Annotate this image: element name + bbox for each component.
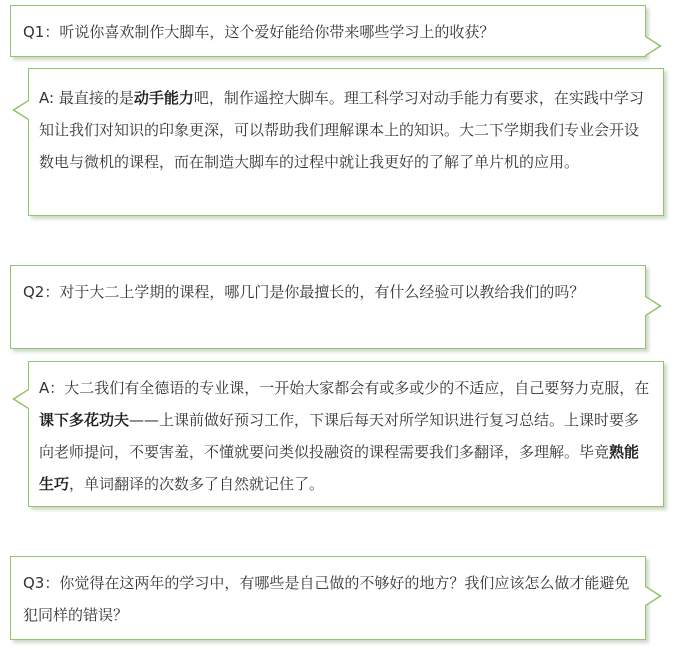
question-2-text: Q2：对于大二上学期的课程，哪几门是你最擅长的，有什么经验可以教给我们的吗？ [23,283,585,301]
question-1-tail-inner [645,37,659,55]
answer-2-bold-2: 熟能生巧 [39,443,640,493]
answer-2-bold-1: 课下多花功夫 [39,411,130,429]
answer-1-text [39,82,653,178]
question-2-tail-inner [645,297,659,315]
answer-2-part-3: ，单词翻译的次数多了自然就记住了。 [69,475,325,493]
question-1-text: Q1：听说你喜欢制作大脚车，这个爱好能给你带来哪些学习上的收获？ [23,23,495,41]
question-3-bubble [10,556,646,640]
question-1-bubble [10,5,646,57]
answer-2-tail-inner [15,390,29,408]
question-3-tail-inner [645,587,659,605]
answer-1-bold: 动手能力 [133,89,194,107]
question-3-text: Q3：你觉得在这两年的学习中，有哪些是自己做的不够好的地方？我们应该怎么做才能避免犯同样的错误？ [23,574,630,624]
question-2-bubble [10,265,646,349]
answer-1-tail-inner [15,101,29,119]
answer-1-part-1: A: 最直接的是 [39,89,134,107]
answer-1-part-2: 吧，制作遥控大脚车。理工科学习对动手能力有要求，在实践中学习知让我们对知识的印象更深，可以帮助我们理解课本上的知识。大二下学期我们专业会开设数电与微机的课程，而在制造大脚车的过程中就让我更好的了解了单片机的应用。 [39,89,644,171]
answer-2-text [39,372,653,500]
answer-2-part-1: A：大二我们有全德语的专业课，一开始大家都会有或多或少的不适应，自己要努力克服，在 [39,379,650,397]
answer-1-bubble [28,68,664,216]
answer-2-bubble [28,361,664,507]
answer-2-part-2: ——上课前做好预习工作，下课后每天对所学知识进行复习总结。上课时要多向老师提问，不要害羞，不懂就要问类似投融资的课程需要我们多翻译，多理解。毕竟 [39,411,640,461]
